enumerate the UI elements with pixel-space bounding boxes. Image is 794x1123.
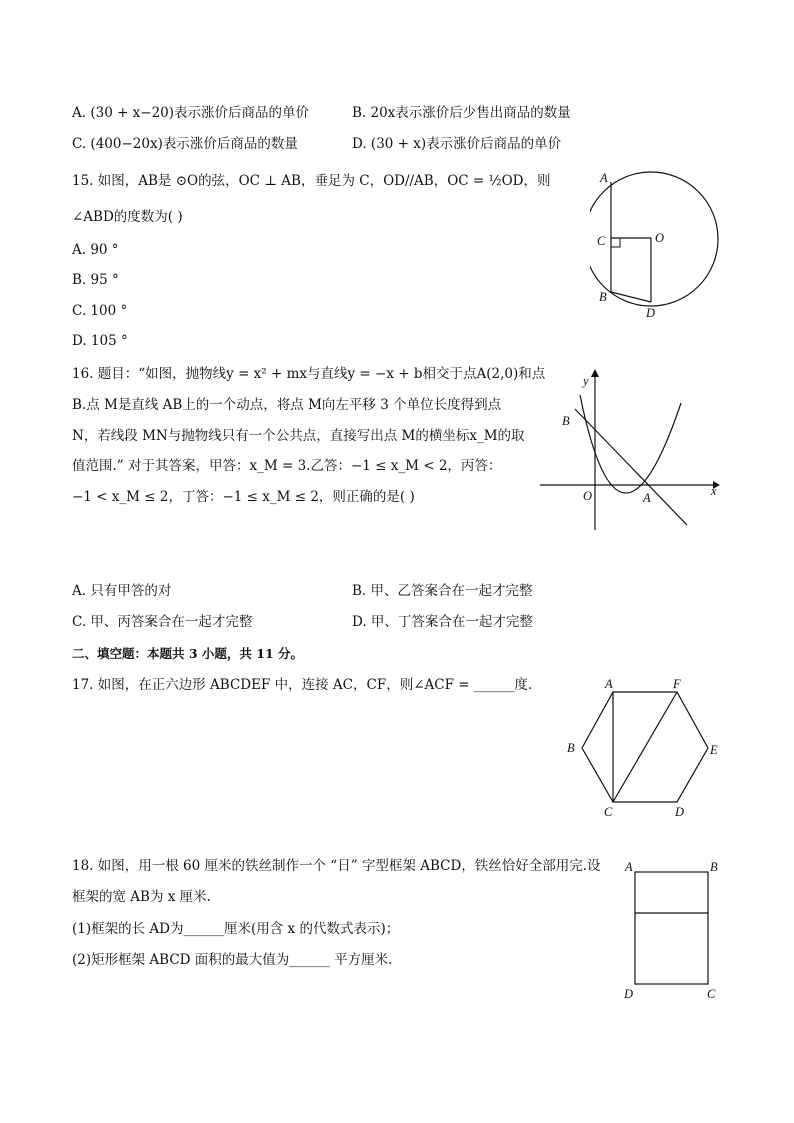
q17-hexagon-figure — [560, 676, 730, 824]
q16-stem-line2: B.点 M是直线 AB上的一个动点，将点 M向左平移 3 个单位长度得到点 — [72, 397, 502, 413]
q18-part1: (1)框架的长 AD为______厘米(用含 x 的代数式表示)； — [72, 921, 400, 937]
q18-frame-figure — [618, 855, 728, 1005]
axis-label-y: y — [583, 374, 589, 388]
q15-option-c: C. 100 ° — [72, 303, 128, 319]
label-f: F — [673, 677, 681, 691]
label-c: C — [707, 987, 716, 1001]
label-a: A — [625, 860, 633, 874]
label-c: C — [597, 234, 606, 248]
q15-stem-line2: ∠ABD的度数为( ) — [72, 209, 183, 225]
label-o: O — [655, 231, 665, 245]
q16-option-c: C. 甲、丙答案合在一起才完整 — [72, 614, 253, 630]
label-d: D — [675, 805, 685, 819]
q14-option-d: D. (30 + x)表示涨价后商品的单价 — [352, 136, 562, 152]
label-a: A — [605, 677, 613, 691]
label-b: B — [562, 414, 570, 428]
line-ab — [575, 409, 687, 525]
q14-option-a: A. (30 + x−20)表示涨价后商品的单价 — [72, 105, 310, 121]
section-heading-fill-in: 二、填空题：本题共 3 小题，共 11 分。 — [72, 646, 304, 661]
q16-stem-line3: N，若线段 MN与抛物线只有一个公共点，直接写出点 M的横坐标x_M的取 — [72, 428, 525, 444]
label-o: O — [583, 489, 593, 503]
label-b: B — [599, 290, 607, 304]
q18-stem-line2: 框架的宽 AB为 x 厘米. — [72, 889, 211, 905]
q15-stem-line1: 15. 如图，AB是 ⊙O的弦，OC ⊥ AB，垂足为 C，OD//AB，OC = ½OD，则 — [72, 173, 551, 189]
label-d: D — [646, 306, 656, 320]
q16-option-a: A. 只有甲答的对 — [72, 583, 172, 599]
q14-option-b: B. 20x表示涨价后少售出商品的数量 — [352, 105, 571, 121]
right-angle-mark — [611, 238, 620, 247]
q16-stem-line1: 16. 题目：“如图，抛物线y = x² + mx与直线y = −x + b相交于点A(2,0)和点 — [72, 366, 546, 382]
q16-option-d: D. 甲、丁答案合在一起才完整 — [352, 614, 533, 630]
frame-abcd — [635, 872, 708, 984]
q15-option-b: B. 95 ° — [72, 272, 119, 288]
q15-option-a: A. 90 ° — [72, 242, 119, 258]
label-c: C — [604, 805, 613, 819]
label-b: B — [567, 741, 575, 755]
label-a: A — [643, 491, 651, 505]
q16-stem-line5: −1 < x_M ≤ 2，丁答：−1 ≤ x_M ≤ 2，则正确的是( ) — [72, 489, 415, 505]
diagonal-cf — [613, 692, 677, 802]
q18-stem-line1: 18. 如图，用一根 60 厘米的铁丝制作一个 “日” 字型框架 ABCD，铁丝恰好全部用完.设 — [72, 858, 601, 874]
label-a: A — [600, 171, 608, 185]
q17-stem: 17. 如图，在正六边形 ABCDEF 中，连接 AC，CF，则∠ACF = ______度. — [72, 677, 533, 693]
label-b: B — [710, 860, 718, 874]
label-e: E — [710, 743, 718, 757]
label-d: D — [624, 987, 634, 1001]
q16-option-b: B. 甲、乙答案合在一起才完整 — [352, 583, 533, 599]
q15-circle-figure — [590, 165, 730, 325]
axis-label-x: x — [711, 484, 717, 498]
y-axis-arrow — [591, 369, 599, 377]
q16-stem-line4: 值范围.” 对于其答案，甲答：x_M = 3.乙答：−1 ≤ x_M < 2，丙答： — [72, 458, 502, 474]
q18-part2: (2)矩形框架 ABCD 面积的最大值为______ 平方厘米. — [72, 952, 393, 968]
circle-o — [590, 172, 718, 306]
q15-option-d: D. 105 ° — [72, 333, 128, 349]
q16-graph-figure — [535, 365, 725, 535]
q14-option-c: C. (400−20x)表示涨价后商品的数量 — [72, 136, 298, 152]
